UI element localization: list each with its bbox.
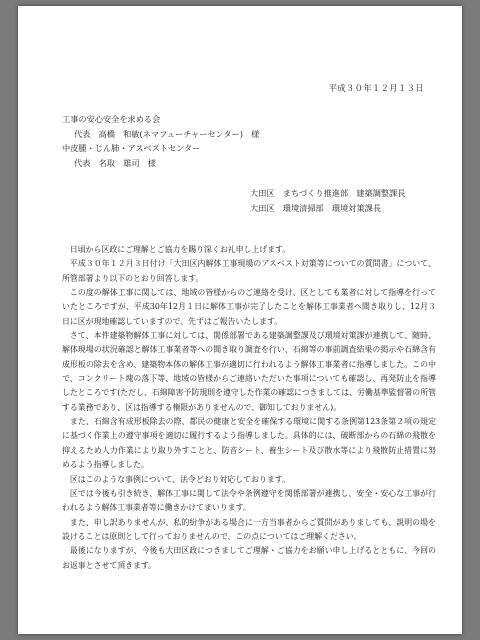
paragraph-disclaimer: また、申し訳ありませんが、私的紛争がある場合に一方当事者からご質問がありましても、説明の場を設けることは原則として行っておりませんので、この点についてはご理解ください。 <box>62 517 436 541</box>
paragraph-closing: 最後になりますが、今後も大田区政につきましてご理解・ご協力をお願い申し上げるとともに、今回のお返事とさせて頂きます。 <box>62 546 436 570</box>
paragraph-asbestos-removal: また、石綿含有成形板除去の際、都民の健康と安全を確保する環境に関する条例第123条第２項の規定に基づく作業上の遵守事項を適切に履行するよう指導しました。具体的には、破断部からの石綿の飛散を抑えるため人力作業により取り外すことと、防音シート、養生シート及び散水等により飛散防止措置に努めるよう指導しました。 <box>62 417 436 470</box>
paragraph-guidance: さて、本件建築物解体工事に対しては、関係部署である建築調整課及び環境対策課が連携して、随時、解体現場の状況確認と解体工事業者等への聞き取り調査を行い、石綿等の事前調査結果の掲示や石綿含有成形板の除去を含め、建築物本体の解体工事が適切に行われるよう解体工事業者に指導しました。この中で、コンクリート塊の落下等、地域の皆様からご連絡いただいた事項についても確認し、再発防止を指導したところです(ただし、石綿障害予防規則を遵守した作業の確認につきましては、労働基準監督署の所管する業務であり、区は指導する権限がありませんので、御知しておりません)。 <box>62 331 436 412</box>
letter-body <box>62 243 436 573</box>
paragraph-compliance: 区はこのような事例について、法令どおり対応しております。 <box>69 474 290 484</box>
letter-page <box>18 6 462 634</box>
addressee-center: 中皮腫・じん肺・アスベストセンター <box>62 143 201 154</box>
sender-department-1: 大田区 まちづくり推進部 建築調整課長 <box>250 188 406 198</box>
paragraph-future: 区では今後も引き続き、解体工事に関して法令や条例遵守を関係部署が連携し、安全・安心な工事が行われるよう解体工事業者等に働きかけてまいります。 <box>62 488 436 513</box>
paragraph-completion-report: この度の解体工事に関しては、地域の皆様からのご連絡を受け、区としても業者に対して指導を行っていたところですが、平成30年12月１日に解体工事が完了したことを解体工事業者へ聞き取りし、12月３日に区が現地確認していますので、先ずはご報告いたします。 <box>62 288 436 326</box>
addressee-representative-2: 代表 名取 雄司 様 <box>74 157 156 168</box>
sender-block <box>250 186 405 215</box>
addressee-representative-1: 代表 高橋 和敏(ネマフューチャーセンター) 様 <box>74 128 260 139</box>
sender-department-2: 大田区 環境清掃部 環境対策課長 <box>250 202 382 213</box>
paragraph-greeting: 日頃から区政にご理解とご協力を賜り深くお礼申し上げます。 <box>69 245 291 254</box>
paragraph-intro: 平成３０年１２月３日付け「大田区内解体工事現場のアスベスト対策等についての質問書」について、所管部署より以下のとおり回答します。 <box>62 259 436 283</box>
addressee-block <box>62 112 259 170</box>
addressee-organization: 工事の安心安全を求める会 <box>62 114 161 124</box>
letter-date: 平成３０年１２月１３日 <box>328 83 424 93</box>
